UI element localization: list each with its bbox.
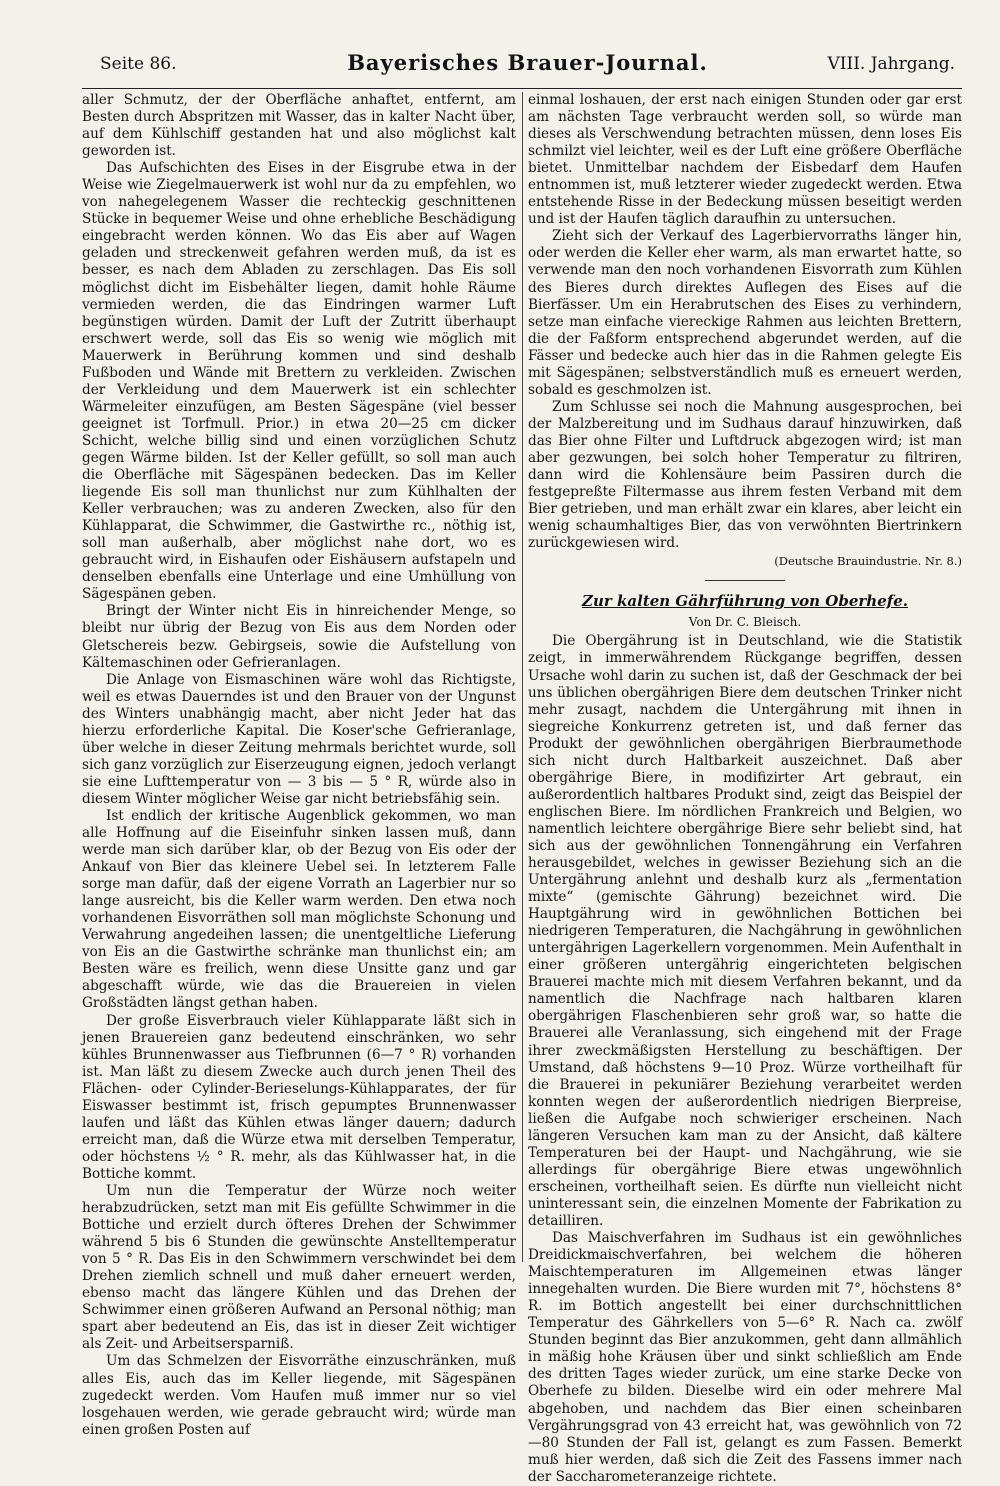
- paragraph: Der große Eisverbrauch vieler Kühlapparate läßt sich in jenen Brauereien ganz bedeutend einschränken, wo sehr kühles Brunnenwasser aus Tiefbrunnen (6—7 ° R) vorhanden ist. Man läßt zu diesem Zwecke auch durch jenen Theil des Flächen- oder Cylinder-Berieselungs-Kühlapparates, der für Eiswasser bestimmt ist, frisch gepumptes Brunnenwasser laufen und läßt das Kühlen etwas länger dauern; dadurch erreicht man, daß die Würze etwa mit derselben Temperatur, oder höchstens ½ ° R. mehr, als das Kühlwasser hat, in die Bottiche kommt.: [82, 1012, 516, 1182]
- column-divider: [522, 92, 523, 1262]
- article-byline: Von Dr. C. Bleisch.: [688, 615, 802, 630]
- paragraph: Zieht sich der Verkauf des Lagerbiervorraths länger hin, oder werden die Keller eher warm, als man erwartet hatte, so verwende man den noch vorhandenen Eisvorrath zum Kühlen des Bieres durch direktes Auflegen des Eises auf die Bierfässer. Um ein Herabrutschen des Eises zu verhindern, setze man einfache viereckige Rahmen aus leichten Brettern, die der Faßform entsprechend abgerundet werden, auf die Fässer und bedecke auch hier das in die Rahmen gelegte Eis mit Sägespänen; selbstverständlich muß es erneuert werden, sobald es geschmolzen ist.: [528, 228, 962, 398]
- right-column: [528, 92, 962, 1485]
- paragraph: Um das Schmelzen der Eisvorräthe einzuschränken, muß alles Eis, auch das im Keller liegende, mit Sägespänen zugedeckt werden. Vom Haufen muß immer nur so viel losgehauen werden, wie gerade gebraucht wird; würde man einen großen Posten auf: [82, 1353, 516, 1438]
- paragraph: Ist endlich der kritische Augenblick gekommen, wo man alle Hoffnung auf die Eiseinfuhr sinken lassen muß, dann werde man sich darüber klar, ob der Bezug von Eis oder der Ankauf von Bier das kleinere Uebel sei. In letzterem Falle sorge man dafür, daß der eigene Vorrath an Lagerbier nur so lange ausreicht, bis die Keller warm werden. Den etwa noch vorhandenen Eisvorräthen soll man möglichste Schonung und Verwahrung angedeihen lassen; die unentgeltliche Lieferung von Eis an die Gastwirthe schränke man thunlichst ein; am Besten wäre es freilich, wenn diese Unsitte ganz und gar abgeschafft würde, wie das die Brauereien in vielen Großstädten längst gethan haben.: [82, 807, 516, 1012]
- journal-title: Bayerisches Brauer-Journal.: [347, 50, 708, 75]
- paragraph: einmal loshauen, der erst nach einigen Stunden oder gar erst am nächsten Tage verbraucht werden soll, so würde man dieses als Verschwendung betrachten müssen, denn loses Eis schmilzt viel leichter, weil es der Luft eine größere Oberfläche bietet. Unmittelbar nachdem der Eisbedarf dem Haufen entnommen ist, muß letzterer wieder zugedeckt werden. Etwa entstehende Risse in der Bedeckung müssen beseitigt werden und ist der Haufen täglich daraufhin zu untersuchen.: [528, 92, 962, 228]
- section-separator: [705, 580, 785, 581]
- page-header: [100, 50, 955, 84]
- paragraph: Das Aufschichten des Eises in der Eisgrube etwa in der Weise wie Ziegelmauerwerk ist wohl nur da zu empfehlen, wo von nahegelegenem Wasser die rechteckig geschnittenen Stücke in bequemer Weise und ohne erhebliche Beschädigung eingebracht werden können. Wo das Eis aber auf Wagen geladen und streckenweit gefahren werden muß, da ist es besser, es nach dem Abladen zu zerschlagen. Das Eis soll möglichst dicht im Eisbehälter liegen, damit hohle Räume vermieden werden, die das Eindringen warmer Luft begünstigen würden. Damit der Luft der Zutritt überhaupt erschwert werde, soll das Eis so wenig wie möglich mit Mauerwerk in Berührung kommen und sind deshalb Fußboden und Wände mit Brettern zu verkleiden. Zwischen der Verkleidung und dem Mauerwerk ist ein schlechter Wärmeleiter einzufügen, am Besten Sägespäne (viel besser geeignet ist Torfmull. Prior.) in etwa 20—25 cm dicker Schicht, welche billig sind und einen vorzüglichen Schutz gegen Wärme bilden. Ist der Keller gefüllt, so soll man auch die Oberfläche mit Sägespänen bedecken. Das im Keller liegende Eis soll man thunlichst nur zum Kühlhalten der Keller verbrauchen; was zu anderen Zwecken, also für den Kühlapparat, die Schwimmer, die Gastwirthe rc., nöthig ist, soll man außerhalb, aber möglichst nahe dort, wo es gebraucht wird, in Eishaufen oder Eishäusern aufstapeln und denselben ebenfalls eine Unterlage und eine Umhüllung von Sägespänen geben.: [82, 160, 516, 603]
- page-number: Seite 86.: [100, 54, 177, 74]
- paragraph: Um nun die Temperatur der Würze noch weiter herabzudrücken, setzt man mit Eis gefüllte Schwimmer in die Bottiche und erzielt durch öfteres Drehen der Schwimmer während 5 bis 6 Stunden die gewünschte Anstelltemperatur von 5 ° R. Das Eis in den Schwimmern verschwindet bei dem Drehen ziemlich schnell und muß daher erneuert werden, ebenso macht das längere Kühlen und das Drehen der Schwimmer einen größeren Aufwand an Personal nöthig; man spart aber bedeutend an Eis, das ist in dieser Zeit wichtiger als Zeit- und Arbeitsersparniß.: [82, 1183, 516, 1353]
- left-column: [82, 92, 516, 1438]
- header-rule: [82, 88, 962, 89]
- paragraph: aller Schmutz, der der Oberfläche anhaftet, entfernt, am Besten durch Abspritzen mit Wasser, das in kalter Nacht über, auf dem Kühlschiff gestanden hat und also möglichst kalt geworden ist.: [82, 92, 516, 160]
- paragraph: Zum Schlusse sei noch die Mahnung ausgesprochen, bei der Malzbereitung und im Sudhaus darauf hinzuwirken, daß das Bier ohne Filter und Luftdruck abgezogen wird; ist man aber gezwungen, bei solch hoher Temperatur zu filtriren, dann wird die Kohlensäure beim Passiren durch die festgepreßte Filtermasse aus ihrem festen Verband mit dem Bier getrieben, und man erhält zwar ein klares, aber leicht ein wenig schaumhaltiges Bier, das von verwöhnten Biertrinkern zurückgewiesen wird.: [528, 398, 962, 552]
- paragraph: Die Obergährung ist in Deutschland, wie die Statistik zeigt, in immerwährendem Rückgange begriffen, dessen Ursache wohl darin zu suchen ist, daß der Geschmack der bei uns üblichen obergährigen Biere dem deutschen Trinker nicht mehr zusagt, nachdem die Untergährung mit ihnen in siegreiche Konkurrenz getreten ist, und daß ferner das Produkt der gewöhnlichen obergährigen Bierbraumethode sich nicht durch Haltbarkeit auszeichnet. Daß aber obergährige Biere, in modifizirter Art gebraut, ein außerordentlich haltbares Produkt sind, zeigt das Beispiel der englischen Biere. Im nördlichen Frankreich und Belgien, wo namentlich leichtere obergährige Biere sehr beliebt sind, hat sich aus der gewöhnlichen Tonnengährung ein Verfahren herausgebildet, welches in gewisser Beziehung sich an die Untergährung anlehnt und deshalb kurz als „fermentation mixte“ (gemischte Gährung) bezeichnet wird. Die Hauptgährung wird in gewöhnlichen Bottichen bei niedrigeren Temperaturen, die Nachgährung in gewöhnlichen untergährigen Lagerkellern vorgenommen. Mein Aufenthalt in einer größeren untergährig eingerichteten belgischen Brauerei machte mich mit diesem Verfahren bekannt, und da namentlich die Nachfrage nach haltbaren klaren obergährigen Flaschenbieren sehr groß war, so hatte die Brauerei alle Veranlassung, sich eingehend mit der Frage ihrer zweckmäßigsten Herstellung zu beschäftigen. Der Umstand, daß höchstens 9—10 Proz. Würze vortheilhaft für die Brauerei in pekuniärer Beziehung verarbeitet werden konnten wegen der außerordentlich niedrigen Bierpreise, ließen die Aufgabe noch schwieriger erscheinen. Nach längeren Versuchen kam man zu der Ansicht, daß kältere Temperaturen bei der Haupt- und Nachgährung, wie sie allerdings für obergährige Biere etwas ungewöhnlich erscheinen, vortheilhaft seien. Es dürfte nun vielleicht nicht uninteressant sein, die einzelnen Momente der Fabrikation zu detailliren.: [528, 633, 962, 1229]
- source-note: (Deutsche Brauindustrie. Nr. 8.): [774, 554, 962, 569]
- paragraph: Bringt der Winter nicht Eis in hinreichender Menge, so bleibt nur übrig der Bezug von Eis aus dem Norden oder Gletschereis bezw. Gebirgseis, sowie die Aufstellung von Kältemaschinen oder Gefrieranlagen.: [82, 603, 516, 671]
- volume-label: VIII. Jahrgang.: [827, 54, 955, 74]
- article-title: Zur kalten Gährführung von Oberhefe.: [582, 592, 908, 611]
- paragraph: Das Maischverfahren im Sudhaus ist ein gewöhnliches Dreidickmaischverfahren, bei welchem die höheren Maischtemperaturen im Allgemeinen etwas länger innegehalten wurden. Die Biere wurden mit 7°, höchstens 8° R. im Bottich angestellt bei einer durchschnittlichen Temperatur des Gährkellers von 5—6° R. Nach ca. zwölf Stunden beginnt das Bier anzukommen, geht dann allmählich in mäßig hohe Kräusen über und sinkt schließlich am Ende des dritten Tages wieder zurück, um eine starke Decke von Oberhefe zu bilden. Dieselbe wird ein oder mehrere Mal abgehoben, und nachdem das Bier einen scheinbaren Vergährungsgrad von 43 erreicht hat, was gewöhnlich von 72—80 Stunden der Fall ist, gelangt es zum Fassen. Bemerkt muß hier werden, daß sich die Zeit des Fassens immer nach der Saccharometeranzeige richtete.: [528, 1230, 962, 1485]
- paragraph: Die Anlage von Eismaschinen wäre wohl das Richtigste, weil es etwas Dauerndes ist und den Brauer von der Ungunst des Winters unabhängig macht, aber nicht Jeder hat das hierzu erforderliche Kapital. Die Koser'sche Gefrieranlage, über welche in dieser Zeitung mehrmals berichtet wurde, soll sich ganz vorzüglich zur Eiserzeugung eignen, jedoch verlangt sie eine Lufttemperatur von — 3 bis — 5 ° R, würde also in diesem Winter möglicher Weise gar nicht betriebsfähig sein.: [82, 671, 516, 807]
